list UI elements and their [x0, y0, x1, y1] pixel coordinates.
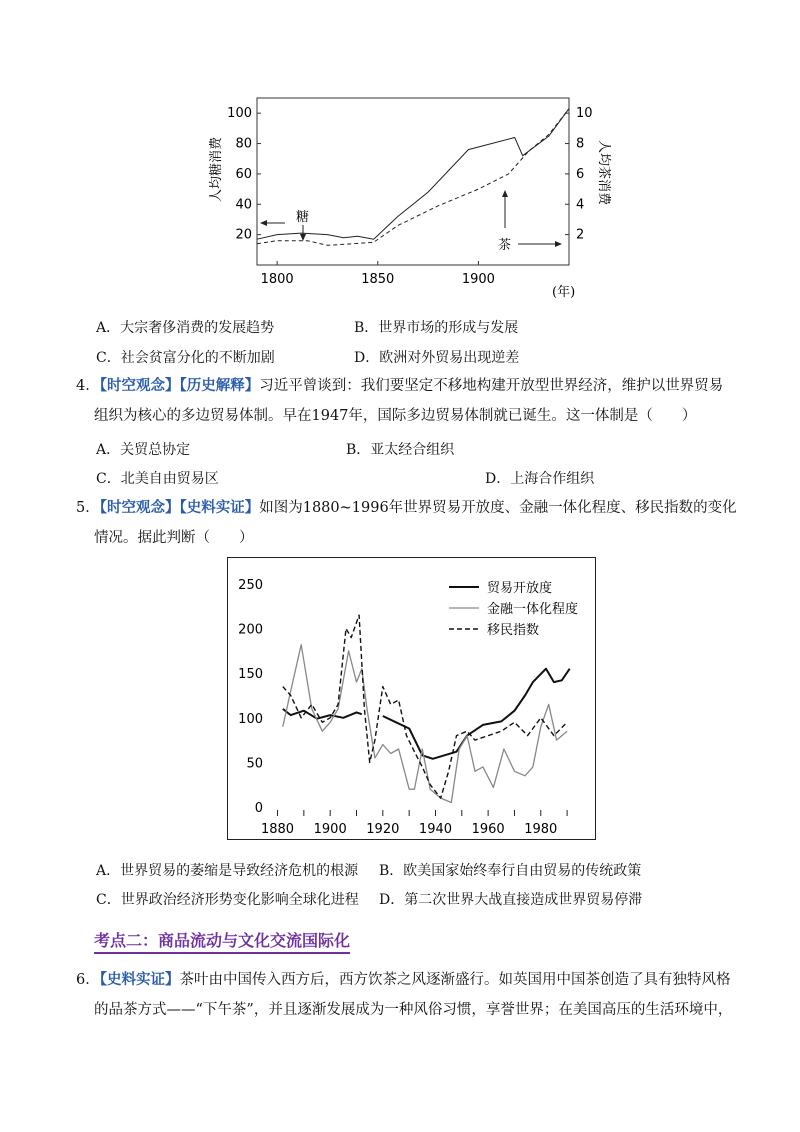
- chart1-x-tick-label: 1800: [260, 272, 294, 287]
- chart2-y-tick-label: 100: [238, 711, 263, 727]
- q4-option-d[interactable]: D．上海合作组织: [485, 471, 595, 487]
- sugar-left-arrowhead: [260, 220, 267, 226]
- chart1-right-tick-label: 2: [576, 227, 585, 243]
- tea-right-arrowhead: [555, 241, 562, 247]
- q5-stem-2: 情况。据此判断（ ）: [94, 530, 254, 546]
- chart2-y-tick-label: 0: [254, 801, 263, 816]
- trade-openness-line: [283, 709, 362, 719]
- chart2-y-tick-label: 250: [238, 578, 263, 593]
- legend-label-financial-integration: 金融一体化程度: [487, 602, 579, 617]
- q5-number: 5．: [76, 500, 100, 516]
- sugar-down-arrowhead: [300, 234, 306, 241]
- q3-option-a[interactable]: A．大宗奢侈消费的发展趋势: [96, 320, 275, 336]
- chart1-right-tick-label: 10: [576, 106, 593, 122]
- q4-option-c[interactable]: C．北美自由贸易区: [96, 471, 219, 487]
- chart2-x-tick-label: 1880: [260, 822, 295, 837]
- tea-up-arrowhead: [502, 190, 508, 197]
- chart2-x-tick-label: 1940: [418, 822, 453, 837]
- chart2-y-tick-label: 50: [246, 756, 263, 772]
- chart2-frame: [228, 558, 596, 840]
- legend-label-migration-index: 移民指数: [487, 623, 540, 638]
- q4-tag-spacetime: 【时空观念】: [99, 377, 180, 394]
- q4-tag-interpretation: 【历史解释】: [179, 377, 260, 394]
- tea-annotation: 茶: [498, 238, 512, 253]
- q6-stem-1: 茶叶由中国传入西方后，西方饮茶之风逐渐盛行。如英国用中国茶创造了具有独特风格: [179, 972, 731, 988]
- q5-tag-evidence: 【史料实证】: [179, 499, 260, 516]
- chart1-y-axis-label-left: 人均糖消费: [209, 136, 224, 202]
- chart1-left-tick-label: 80: [235, 136, 252, 152]
- sugar-annotation: 糖: [296, 210, 310, 225]
- q4-line-1: [76, 376, 723, 396]
- chart1-left-tick-label: 20: [235, 227, 252, 243]
- q6-number: 6．: [76, 972, 100, 988]
- chart1-y-axis-label-right: 人均茶消费: [596, 140, 611, 206]
- globalization-index-chart: [227, 557, 597, 847]
- chart1-right-tick-label: 6: [576, 166, 585, 182]
- chart2-x-tick-label: 1960: [471, 822, 505, 837]
- q5-tag-spacetime: 【时空观念】: [99, 499, 180, 516]
- legend-label-trade-openness: 贸易开放度: [487, 581, 553, 596]
- q5-option-a[interactable]: A．世界贸易的萎缩是导致经济危机的根源: [96, 863, 359, 879]
- q5-option-b[interactable]: B．欧美国家始终奉行自由贸易的传统政策: [379, 863, 642, 879]
- trade-openness-line: [383, 669, 570, 759]
- q5-option-c[interactable]: C．世界政治经济形势变化影响全球化进程: [96, 892, 359, 908]
- q5-option-d[interactable]: D．第二次世界大战直接造成世界贸易停滞: [379, 892, 643, 908]
- q3-option-b[interactable]: B．世界市场的形成与发展: [354, 320, 519, 336]
- chart1-x-axis-label: (年): [552, 285, 576, 300]
- q6-tag-evidence: 【史料实证】: [99, 971, 180, 988]
- chart2-x-tick-label: 1980: [524, 822, 558, 837]
- q5-line-1: [76, 498, 737, 518]
- section-title: 考点二：商品流动与文化交流国际化: [94, 928, 350, 954]
- q4-option-a[interactable]: A．关贸总协定: [96, 442, 191, 458]
- chart1-x-tick-label: 1850: [361, 272, 395, 287]
- chart1-right-tick-label: 8: [576, 136, 585, 152]
- q4-stem-1: 习近平曾谈到：我们要坚定不移地构建开放型世界经济，维护以世界贸易: [259, 378, 724, 394]
- q4-number: 4．: [76, 378, 100, 394]
- chart1-right-tick-label: 4: [576, 197, 585, 213]
- chart1-x-tick-label: 1900: [461, 272, 495, 287]
- chart2-x-tick-label: 1920: [366, 822, 400, 837]
- chart2-y-tick-label: 150: [238, 667, 263, 683]
- q4-option-b[interactable]: B．亚太经合组织: [346, 442, 455, 458]
- chart2-x-tick-label: 1900: [313, 822, 347, 837]
- q5-stem-1: 如图为1880~1996年世界贸易开放度、金融一体化程度、移民指数的变化: [259, 500, 737, 516]
- financial-integration-line: [283, 645, 567, 803]
- q6-stem-2: 的品茶方式——“下午茶”，并且逐渐发展成为一种风俗习惯，享誉世界；在美国高压的生活环境中，: [94, 1002, 733, 1018]
- q3-option-c[interactable]: C．社会贫富分化的不断加剧: [96, 350, 275, 366]
- q4-stem-2: 组织为核心的多边贸易体制。早在1947年，国际多边贸易体制就已诞生。这一体制是（ ）: [94, 408, 697, 424]
- q6-line-1: [76, 970, 730, 990]
- chart1-left-tick-label: 60: [235, 166, 252, 182]
- sugar-tea-consumption-chart: [200, 90, 620, 310]
- chart1-plot-frame: [257, 98, 569, 265]
- chart1-left-tick-label: 40: [235, 197, 252, 213]
- chart2-y-tick-label: 200: [238, 622, 263, 638]
- q3-option-d[interactable]: D．欧洲对外贸易出现逆差: [354, 350, 520, 366]
- chart1-left-tick-label: 100: [227, 106, 252, 122]
- migration-index-line: [283, 615, 567, 798]
